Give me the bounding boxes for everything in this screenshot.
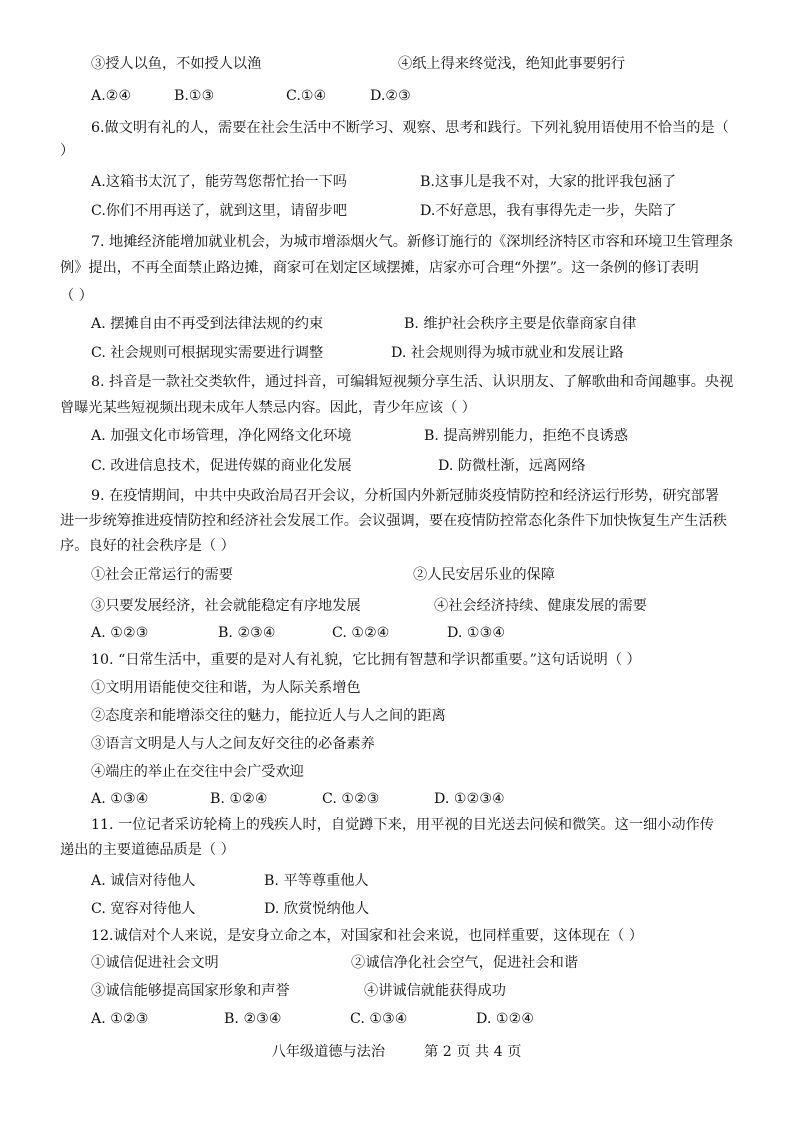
- q12-option-c: C. ①③④: [350, 1011, 408, 1027]
- q10-option-a: A. ①③④: [91, 791, 149, 807]
- q6-stem-line1: 6.做文明有礼的人，需要在社会生活中不断学习、观察、思考和践行。下列礼貌用语使用不恰当的是（: [91, 120, 729, 136]
- q10-statement-3: ③语言文明是人与人之间友好交往的必备素养: [91, 736, 375, 752]
- q12-option-d: D. ①②④: [476, 1011, 535, 1027]
- q6-option-a: A.这箱书太沉了，能劳驾您帮忙抬一下吗: [91, 174, 347, 190]
- page-footer: [0, 1041, 793, 1061]
- q10-option-c: C. ①②③: [322, 791, 380, 807]
- q9-stem-line1: 9. 在疫情期间，中共中央政治局召开会议，分析国内外新冠肺炎疫情防控和经济运行形势，研究部署: [91, 488, 720, 504]
- q8-option-d: D. 防微杜渐，远离网络: [438, 458, 586, 474]
- q9-option-d: D. ①③④: [447, 625, 506, 641]
- q12-stem-line1: 12.诚信对个人来说，是安身立命之本，对国家和社会来说，也同样重要，这体现在（ ）: [91, 928, 644, 944]
- q8-option-b: B. 提高辨别能力，拒绝不良诱惑: [424, 428, 628, 444]
- q8-stem-line1: 8. 抖音是一款社交类软件，通过抖音，可编辑短视频分享生活、认识朋友、了解歌曲和奇闻趣事。央视: [91, 374, 734, 390]
- q10-statement-1: ①文明用语能使交往和谐，为人际关系增色: [91, 680, 361, 696]
- q11-option-b: B. 平等尊重他人: [264, 873, 369, 889]
- q5-option-d: D.②③: [370, 88, 411, 104]
- q5-option-a: A.②④: [91, 88, 132, 104]
- q11-option-d: D. 欣赏悦纳他人: [264, 901, 370, 917]
- q12-statement-2: ②诚信净化社会空气，促进社会和谐: [351, 955, 579, 971]
- footer-subject: 八年级道德与法治: [271, 1044, 386, 1060]
- q10-option-b: B. ①②④: [210, 791, 268, 807]
- q9-option-b: B. ②③④: [218, 625, 276, 641]
- q12-statement-3: ③诚信能够提高国家形象和声誉: [91, 983, 290, 999]
- q11-option-a: A. 诚信对待他人: [91, 873, 196, 889]
- q7-option-b: B. 维护社会秩序主要是依靠商家自律: [404, 316, 637, 332]
- q10-statement-2: ②态度亲和能增添交往的魅力，能拉近人与人之间的距离: [91, 708, 446, 724]
- q9-statement-2: ②人民安居乐业的保障: [413, 567, 555, 583]
- q9-option-c: C. ①②④: [332, 625, 390, 641]
- q9-statement-1: ①社会正常运行的需要: [91, 567, 233, 583]
- q5-statement-3: ③授人以鱼，不如授人以渔: [91, 56, 262, 72]
- q9-statement-4: ④社会经济持续、健康发展的需要: [434, 598, 647, 614]
- q7-stem-line3: （ ）: [60, 288, 93, 304]
- q10-stem-line1: 10. “日常生活中，重要的是对人有礼貌，它比拥有智慧和学识都重要。”这句话说明（ ）: [91, 652, 641, 668]
- q12-statement-4: ④讲诚信就能获得成功: [364, 983, 506, 999]
- q9-statement-3: ③只要发展经济，社会就能稳定有序地发展: [91, 598, 361, 614]
- q6-option-d: D.不好意思，我有事得先走一步，失陪了: [420, 203, 677, 219]
- q11-option-c: C. 宽容对待他人: [91, 901, 196, 917]
- q11-stem-line2: 递出的主要道德品质是（ ）: [60, 842, 235, 858]
- q6-stem-line2: ）: [60, 143, 75, 159]
- q7-stem-line2: 例》提出，不再全面禁止路边摊，商家可在划定区域摆摊，店家亦可合理“外摆”。这一条例的修订表明: [60, 260, 699, 276]
- q5-option-c: C.①④: [286, 88, 327, 104]
- q8-option-a: A. 加强文化市场管理，净化网络文化环境: [91, 428, 352, 444]
- q8-option-c: C. 改进信息技术，促进传媒的商业化发展: [91, 458, 352, 474]
- q7-option-d: D. 社会规则得为城市就业和发展让路: [391, 345, 624, 361]
- q6-option-b: B.这事儿是我不对，大家的批评我包涵了: [420, 174, 677, 190]
- q8-stem-line2: 曾曝光某些短视频出现未成年人禁忌内容。因此，青少年应该（ ）: [60, 400, 476, 416]
- q10-statement-4: ④端庄的举止在交往中会广受欢迎: [91, 764, 304, 780]
- q11-stem-line1: 11. 一位记者采访轮椅上的残疾人时，自觉蹲下来，用平视的目光送去问候和微笑。这一细小动作传: [91, 817, 714, 833]
- q6-option-c: C.你们不用再送了，就到这里，请留步吧: [91, 203, 348, 219]
- q10-option-d: D. ①②③④: [434, 791, 505, 807]
- q9-stem-line2: 进一步统筹推进疫情防控和经济社会发展工作。会议强调，要在疫情防控常态化条件下加快恢复生产生活秩: [60, 513, 727, 529]
- q5-statement-4: ④纸上得来终觉浅，绝知此事要躬行: [398, 56, 626, 72]
- q12-statement-1: ①诚信促进社会文明: [91, 955, 219, 971]
- q12-option-b: B. ②③④: [224, 1011, 282, 1027]
- q12-option-a: A. ①②③: [91, 1011, 149, 1027]
- q7-stem-line1: 7. 地摊经济能增加就业机会，为城市增添烟火气。新修订施行的《深圳经济特区市容和环境卫生管理条: [91, 234, 734, 250]
- q5-option-b: B.①③: [174, 88, 215, 104]
- q7-option-c: C. 社会规则可根据现实需要进行调整: [91, 345, 324, 361]
- q7-option-a: A. 摆摊自由不再受到法律法规的约束: [91, 316, 324, 332]
- footer-page-number: 第 2 页 共 4 页: [424, 1044, 522, 1060]
- q9-stem-line3: 序。良好的社会秩序是（ ）: [60, 538, 235, 554]
- q9-option-a: A. ①②③: [91, 625, 149, 641]
